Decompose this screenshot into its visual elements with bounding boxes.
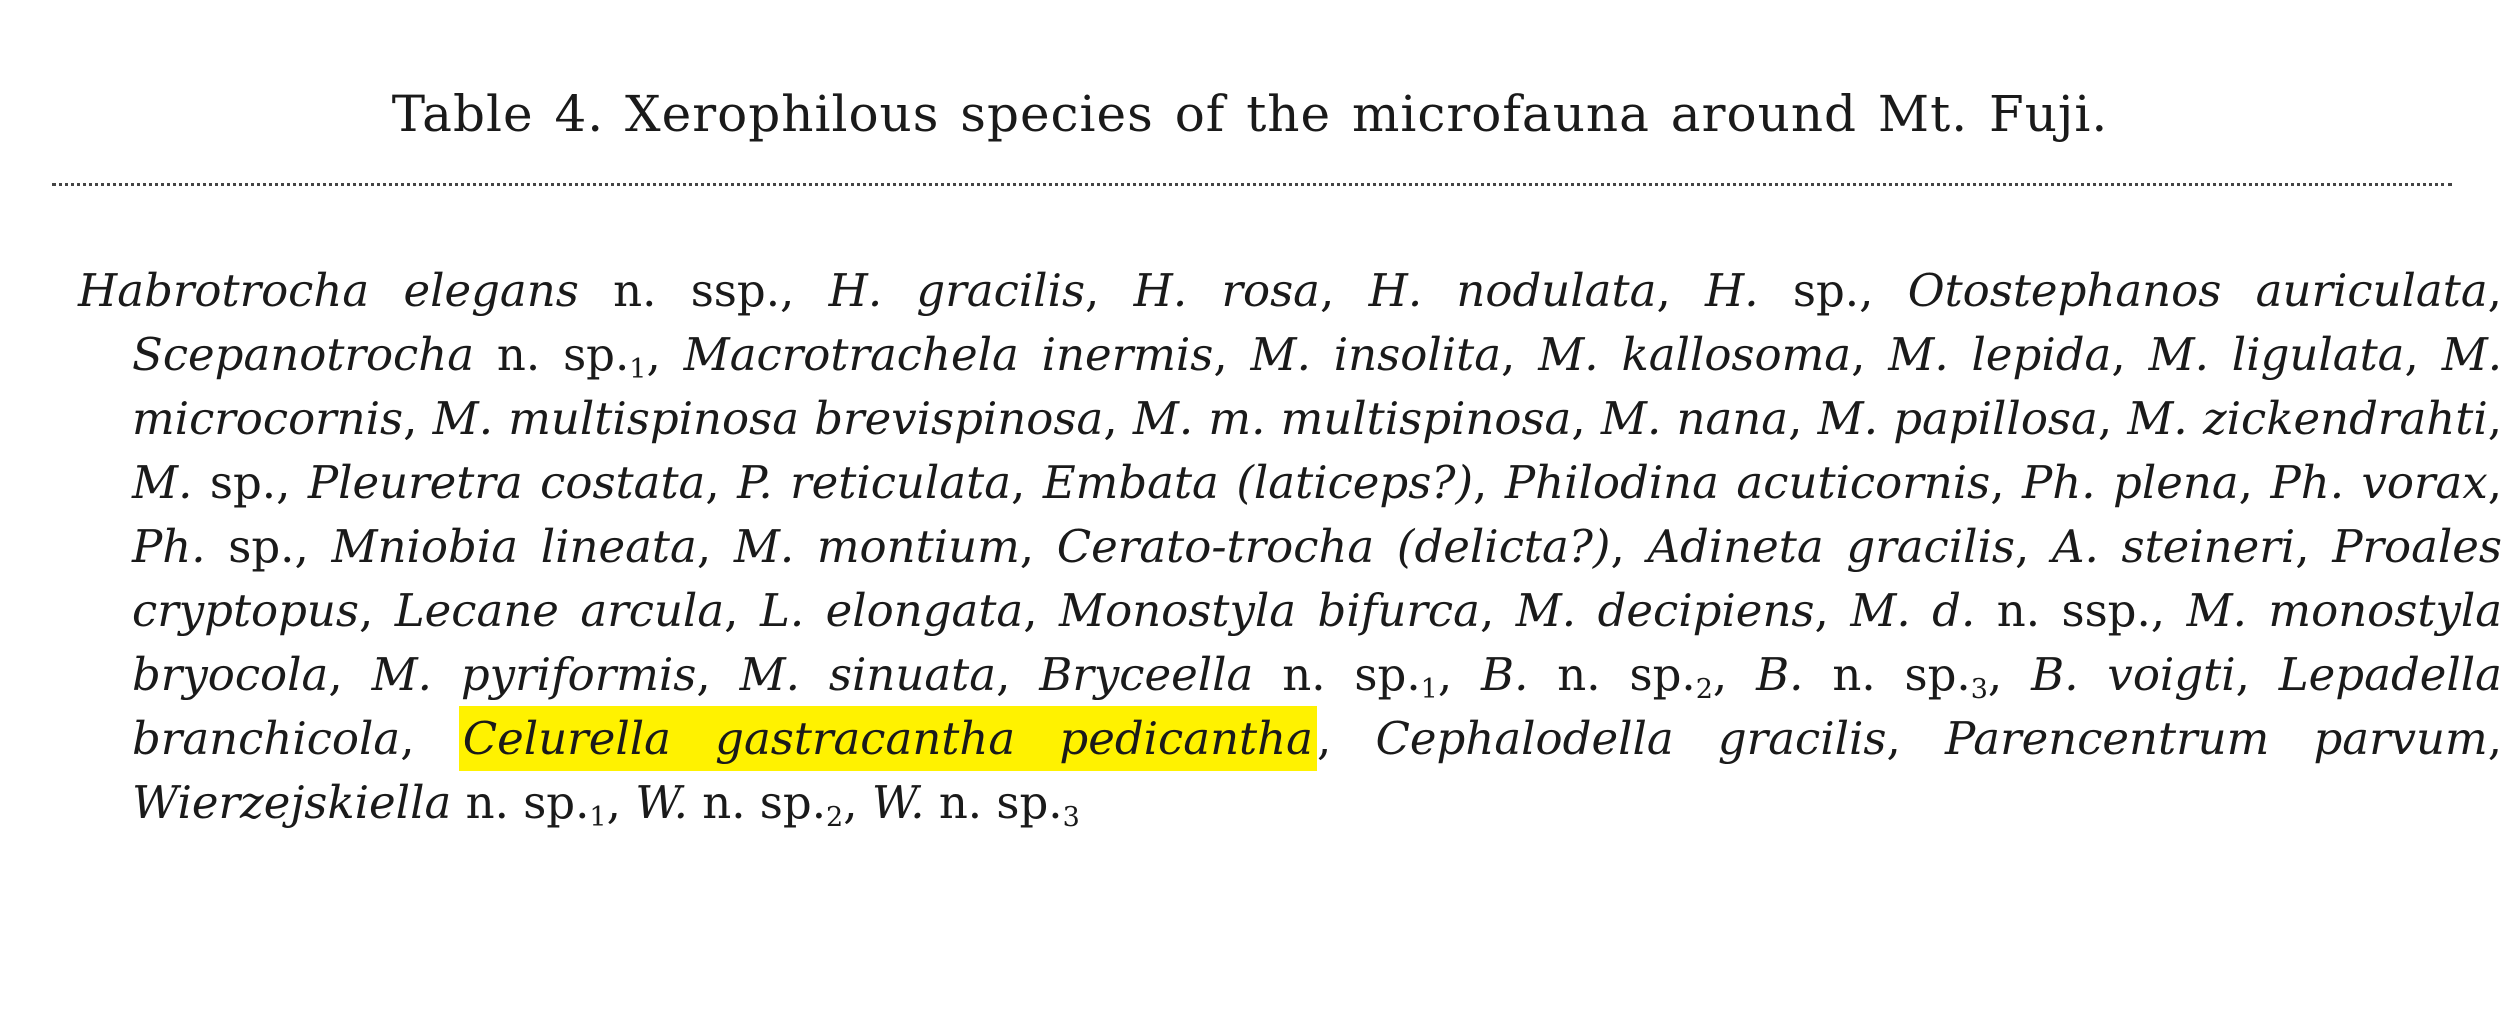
separator-text: n. sp. [924, 776, 1063, 829]
species-name: M. pyriformis [371, 648, 697, 701]
species-name: Cerato-trocha (delicta?) [1056, 520, 1611, 573]
species-name: M. multispinosa brevispinosa [432, 392, 1104, 445]
species-name: Monostyla bifurca [1059, 584, 1480, 637]
species-number-subscript: 1 [629, 354, 647, 385]
species-name: Pleuretra costata [307, 456, 706, 509]
separator-text: , [696, 520, 734, 573]
species-name: M. nana [1600, 392, 1789, 445]
separator-text: , [2487, 712, 2502, 765]
dotted-divider [52, 183, 2452, 186]
separator-text: , [705, 456, 738, 509]
species-name: Bryceella [1039, 648, 1254, 701]
species-name: M. decipiens [1515, 584, 1815, 637]
separator-text: , [2487, 456, 2502, 509]
separator-text: , [2295, 520, 2333, 573]
separator-text: n. sp. [1803, 648, 1971, 701]
species-name: B. [1481, 648, 1529, 701]
separator-text: , [359, 584, 395, 637]
separator-text: , [1788, 392, 1818, 445]
species-name: M. zickendrahti [2127, 392, 2488, 445]
separator-text: , [400, 712, 459, 765]
species-name: M. sinuata [739, 648, 997, 701]
species-name: B. voigti [2031, 648, 2236, 701]
species-name: W. [635, 776, 688, 829]
separator-text: , [696, 648, 740, 701]
separator-text: , [1990, 456, 2022, 509]
species-name: M. d. [1850, 584, 1976, 637]
species-number-subscript: 2 [1695, 674, 1713, 705]
species-name: M. [132, 456, 193, 509]
species-name: Cephalodella gracilis [1375, 712, 1887, 765]
separator-text: , [1023, 584, 1060, 637]
species-name: M. montium [733, 520, 1020, 573]
separator-text: , [328, 648, 372, 701]
species-number-subscript: 3 [1062, 802, 1080, 833]
species-name: Parencentrum parvum [1945, 712, 2488, 765]
separator-text: , [2487, 392, 2502, 445]
separator-text: sp., [205, 520, 332, 573]
separator-text: , [724, 584, 760, 637]
separator-text: n. sp. [1528, 648, 1696, 701]
species-name: M. papillosa [1817, 392, 2098, 445]
separator-text: , [1610, 520, 1648, 573]
separator-text: , [843, 776, 872, 829]
species-name: Mniobia lineata [331, 520, 697, 573]
separator-text: , [1851, 328, 1889, 381]
species-name: Philodina acuticornis [1504, 456, 1991, 509]
species-name: M. insolita [1250, 328, 1502, 381]
species-name: Habrotrocha elegans [78, 264, 579, 317]
separator-text: , [1213, 328, 1251, 381]
separator-text: n. ssp., [578, 264, 829, 317]
species-name: A. steineri [2052, 520, 2296, 573]
separator-text: , [2487, 264, 2502, 317]
separator-text: n. sp. [451, 776, 590, 829]
separator-text: , [2097, 392, 2128, 445]
species-name: M. microcornis [132, 328, 2502, 445]
separator-text: , [1479, 584, 1516, 637]
separator-text: , [1987, 648, 2032, 701]
species-number-subscript: 1 [1420, 674, 1438, 705]
separator-text: , [1814, 584, 1851, 637]
separator-text: , [403, 392, 433, 445]
species-name: H. rosa [1133, 264, 1320, 317]
species-name: W. [871, 776, 925, 829]
species-number-subscript: 2 [826, 802, 844, 833]
separator-text: , [1712, 648, 1757, 701]
separator-text: , [2235, 648, 2279, 701]
separator-text: sp., [192, 456, 308, 509]
species-name: H. [1705, 264, 1759, 317]
separator-text: , [1011, 456, 1043, 509]
species-name: L. elongata [759, 584, 1024, 637]
separator-text: , [1501, 328, 1539, 381]
highlighted-species-name: Celurella gastracantha pedicantha [459, 706, 1317, 771]
species-name: Ph. vorax [2270, 456, 2488, 509]
separator-text: , [1886, 712, 1946, 765]
species-name: Ph. plena [2021, 456, 2239, 509]
separator-text: n. ssp., [1975, 584, 2187, 637]
separator-text: , [2238, 456, 2271, 509]
species-name: M. monostyla bryocola [132, 584, 2502, 701]
species-name: Wierzejskiella [132, 776, 452, 829]
separator-text: , [1085, 264, 1134, 317]
species-name: M. kallosoma [1538, 328, 1852, 381]
species-name: B. [1756, 648, 1804, 701]
species-name: P. reticulata [737, 456, 1012, 509]
table-caption: Table 4. Xerophilous species of the microfauna around Mt. Fuji. [391, 85, 2109, 143]
separator-text: , [2404, 328, 2442, 381]
species-name: Embata (laticeps?) [1042, 456, 1474, 509]
species-name: H. gracilis [828, 264, 1086, 317]
separator-text: , [646, 328, 684, 381]
separator-text: , [996, 648, 1040, 701]
species-name: Scepanotrocha [132, 328, 475, 381]
species-name: H. nodulata [1368, 264, 1657, 317]
separator-text: , [2111, 328, 2149, 381]
separator-text: , [1316, 712, 1376, 765]
separator-text: , [1019, 520, 1057, 573]
species-name: Proales cryptopus [132, 520, 2502, 637]
species-name: M. ligulata [2148, 328, 2405, 381]
species-list-paragraph [78, 259, 2502, 835]
species-number-subscript: 1 [589, 802, 607, 833]
species-name: Adineta gracilis [1647, 520, 2016, 573]
separator-text: , [1103, 392, 1133, 445]
separator-text: , [606, 776, 636, 829]
separator-text: , [1473, 456, 1505, 509]
species-name: M. m. multispinosa [1132, 392, 1572, 445]
separator-text: sp., [1758, 264, 1908, 317]
separator-text: , [1437, 648, 1482, 701]
species-name: Lepadella branchicola [132, 648, 2502, 765]
species-name: Lecane arcula [394, 584, 725, 637]
separator-text: , [1571, 392, 1601, 445]
species-name: Ph. [132, 520, 206, 573]
separator-text: n. sp. [687, 776, 827, 829]
species-name: M. lepida [1888, 328, 2112, 381]
separator-text: , [1320, 264, 1369, 317]
separator-text: n. sp. [474, 328, 630, 381]
species-name: Macrotrachela inermis [683, 328, 1214, 381]
species-number-subscript: 3 [1970, 674, 1988, 705]
separator-text: , [2015, 520, 2052, 573]
species-name: Otostephanos auriculata [1907, 264, 2488, 317]
separator-text: n. sp. [1253, 648, 1421, 701]
separator-text: , [1656, 264, 1706, 317]
